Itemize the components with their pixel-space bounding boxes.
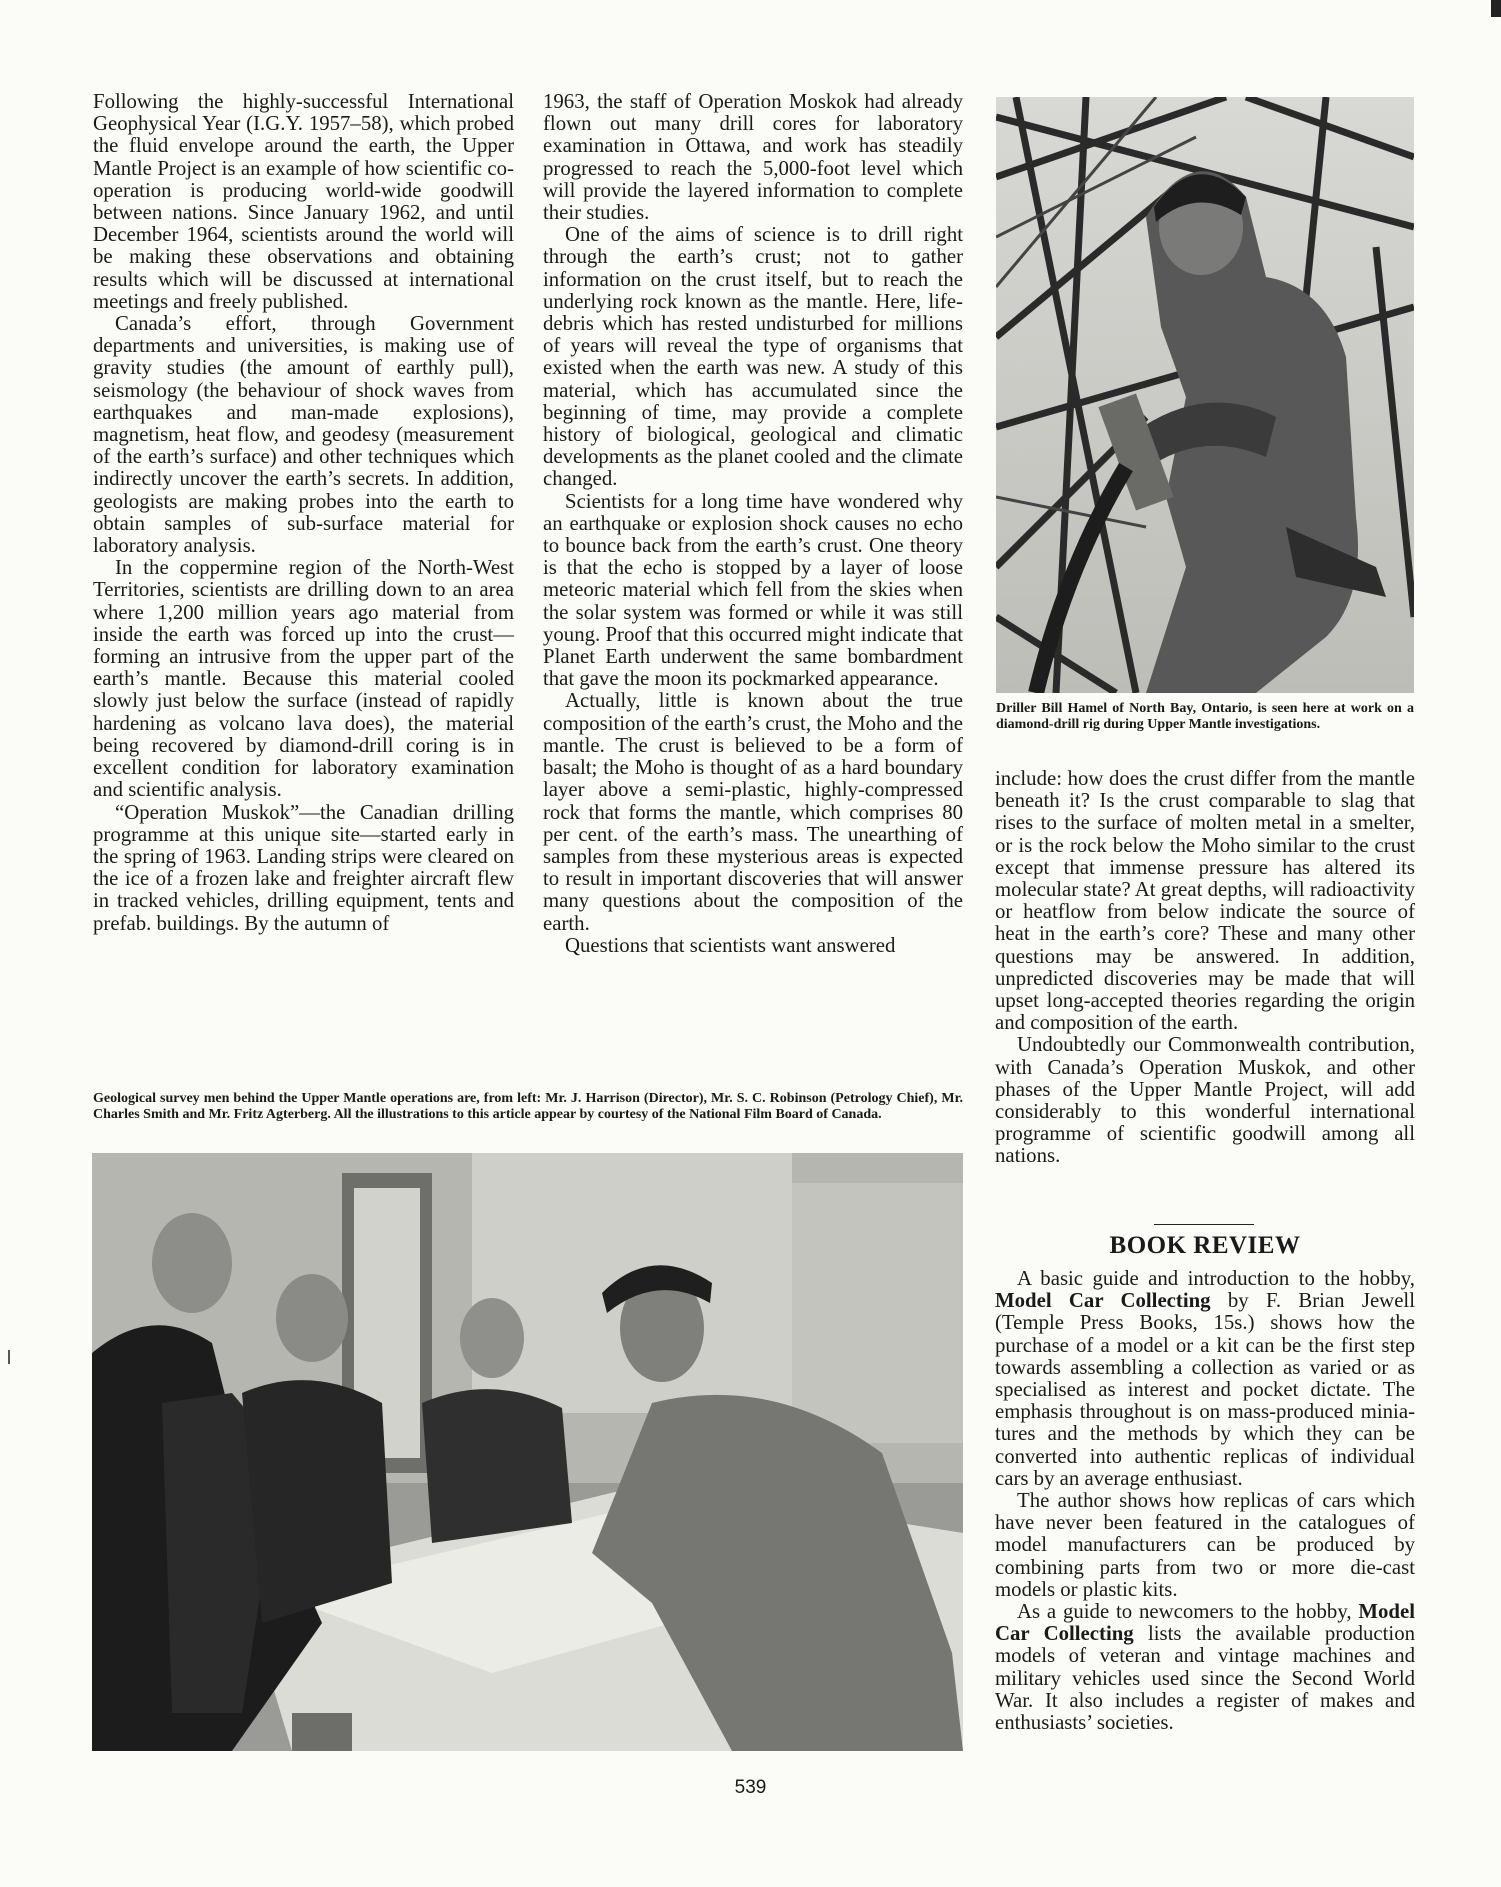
paragraph: include: how does the crust differ from the mantle beneath it? Is the crust comparable to slag that rises to the surface of molten metal in a smelter, or is the rock below the Moho similar to the crust except that immense pressure has altered its molecular state? At great depths, will radioactivity or heatflow from below indicate the source of heat in the earth’s core? These and many other questions may be answered. In addition, unpredicted discoveries may be made that will upset long-accepted theories regarding the origin and composition of the earth. — [995, 767, 1415, 1035]
survey-photo — [92, 1153, 963, 1751]
book-title: Model Car Collecting — [995, 1600, 1415, 1646]
paragraph — [995, 1268, 1415, 1490]
paragraph: Canada’s effort, through Government departments and universities, is making use of gravity studies (the amount of earthly pull), seismology (the behaviour of shock waves from earthquakes and man-made explosions), magnetism, heat flow, and geodesy (measurement of the earth’s surface) and other techniques which indirectly uncover the earth’s secrets. In addition, geologists are making probes into the earth to obtain samples of sub-surface material for laboratory analysis. — [93, 312, 514, 558]
page-number: 539 — [734, 1777, 767, 1798]
paragraph: The author shows how replicas of cars which have never been featured in the catalogues of model manufacturers can be produced by combining parts from two or more die-cast models or plastic kits. — [995, 1489, 1415, 1601]
article-column-3 — [995, 768, 1415, 1168]
text-span: by F. Brian Jewell (Temple Press Books, 15s.) shows how the purchase of a model or a kit can be the first step towards assembling a collection as varied or as specialised as interest and pocket dictate. The emphasis throughout is on mass-produced miniatures and the methods by which they can be converted into authentic replicas of individual cars by an average enthusiast. — [995, 1289, 1415, 1490]
text-span: A basic guide and introduction to the hobby, — [1017, 1267, 1415, 1290]
driller-photo-caption — [996, 701, 1414, 732]
paragraph: Actually, little is known about the true composition of the earth’s crust, the Moho and the mantle. The crust is believed to be a form of basalt; the Moho is thought of as a hard boundary layer above a semi-plastic, highly-compressed rock that forms the mantle, which comprises 80 per cent. of the earth’s mass. The unearthing of samples from these mysterious areas is expected to result in important discoveries that will answer many questions about the composition of the earth. — [543, 689, 963, 935]
paragraph: 1963, the staff of Operation Moskok had already flown out many drill cores for laboratory examination in Ottawa, and work has steadily progressed to reach the 5,000-foot level which will provide the layered information to complete their studies. — [543, 90, 963, 225]
caption-text: Driller Bill Hamel of North Bay, Ontario, is seen here at work on a diamond-drill rig during Upper Mantle investigations. — [996, 701, 1414, 732]
survey-photo-caption — [93, 1091, 963, 1122]
paragraph: “Operation Muskok”—the Canadian drilling programme at this unique site—started early in the spring of 1963. Landing strips were cleared on the ice of a frozen lake and freighter aircraft flew in tracked vehicles, drilling equipment, tents and prefab. buildings. By the autumn of — [93, 800, 514, 935]
caption-text: Geological survey men behind the Upper Mantle operations are, from left: Mr. J. Harrison (Director), Mr. S. C. Robinson (Petrology Chief), Mr. Charles Smith and Mr. Fritz Agterberg. All the illustrations to this article appear by courtesy of the National Film Board of Canada. — [93, 1091, 963, 1122]
paragraph: Scientists for a long time have wondered why an earthquake or explosion shock causes no echo to bounce back from the earth’s crust. One theory is that the echo is stopped by a layer of loose meteoric material which fell from the skies when the solar system was formed or while it was still young. Proof that this occurred might indicate that Planet Earth underwent the same bombardment that gave the moon its pockmarked appearance. — [543, 489, 963, 691]
book-review-heading: BOOK REVIEW — [1109, 1232, 1301, 1259]
driller-photo — [996, 97, 1414, 693]
book-title: Model Car Collecting — [995, 1289, 1211, 1313]
paragraph: Following the highly-successful International Geophysical Year (I.G.Y. 1957–58), which probed the fluid envelope around the earth, the Upper Mantle Project is an example of how scientific co-operation is producing world-wide goodwill between nations. Since January 1962, and until December 1964, scientists around the world will be making these observations and obtaining results which will be discussed at international meetings and freely published. — [93, 90, 514, 313]
article-column-2 — [543, 91, 963, 957]
text-span: As a guide to newcomers to the hobby, — [1017, 1600, 1359, 1624]
paragraph: Questions that scientists want answered — [565, 933, 896, 957]
text-span: lists the available production models of veteran and vintage machines and military vehicles used since the Second World War. It also includes a register of makes and enthusiasts’ societies. — [995, 1622, 1415, 1735]
book-review-text — [995, 1268, 1415, 1734]
paragraph — [995, 1601, 1415, 1734]
paragraph: Undoubtedly our Commonwealth contribution, with Canada’s Operation Muskok, and other phases of the Upper Mantle Project, will add considerably to this wonderful international programme of scientific goodwill among all nations. — [995, 1033, 1415, 1168]
paragraph: One of the aims of science is to drill right through the earth’s crust; not to gather information on the crust itself, but to reach the underlying rock known as the mantle. Here, life-debris which has rested undisturbed for millions of years will reveal the type of organisms that existed when the earth was new. A study of this material, which has accumulated since the beginning of time, may provide a complete history of biological, geological and climatic developments as the planet cooled and the climate changed. — [543, 223, 963, 491]
scan-margin-mark — [8, 1350, 10, 1364]
scan-edge-mark — [1491, 0, 1501, 17]
section-divider — [1154, 1224, 1254, 1225]
article-column-1 — [93, 91, 514, 935]
paragraph: In the coppermine region of the North-West Territories, scientists are drilling down to an area where 1,200 million years ago material from inside the earth was forced up into the crust—forming an intrusive from the upper part of the earth’s mantle. Because this material cooled slowly just below the surface (instead of rapidly hardening as volcano lava does), the material being recovered by diamond-drill coring is in excellent condition for laboratory examination and scientific analysis. — [93, 556, 514, 802]
